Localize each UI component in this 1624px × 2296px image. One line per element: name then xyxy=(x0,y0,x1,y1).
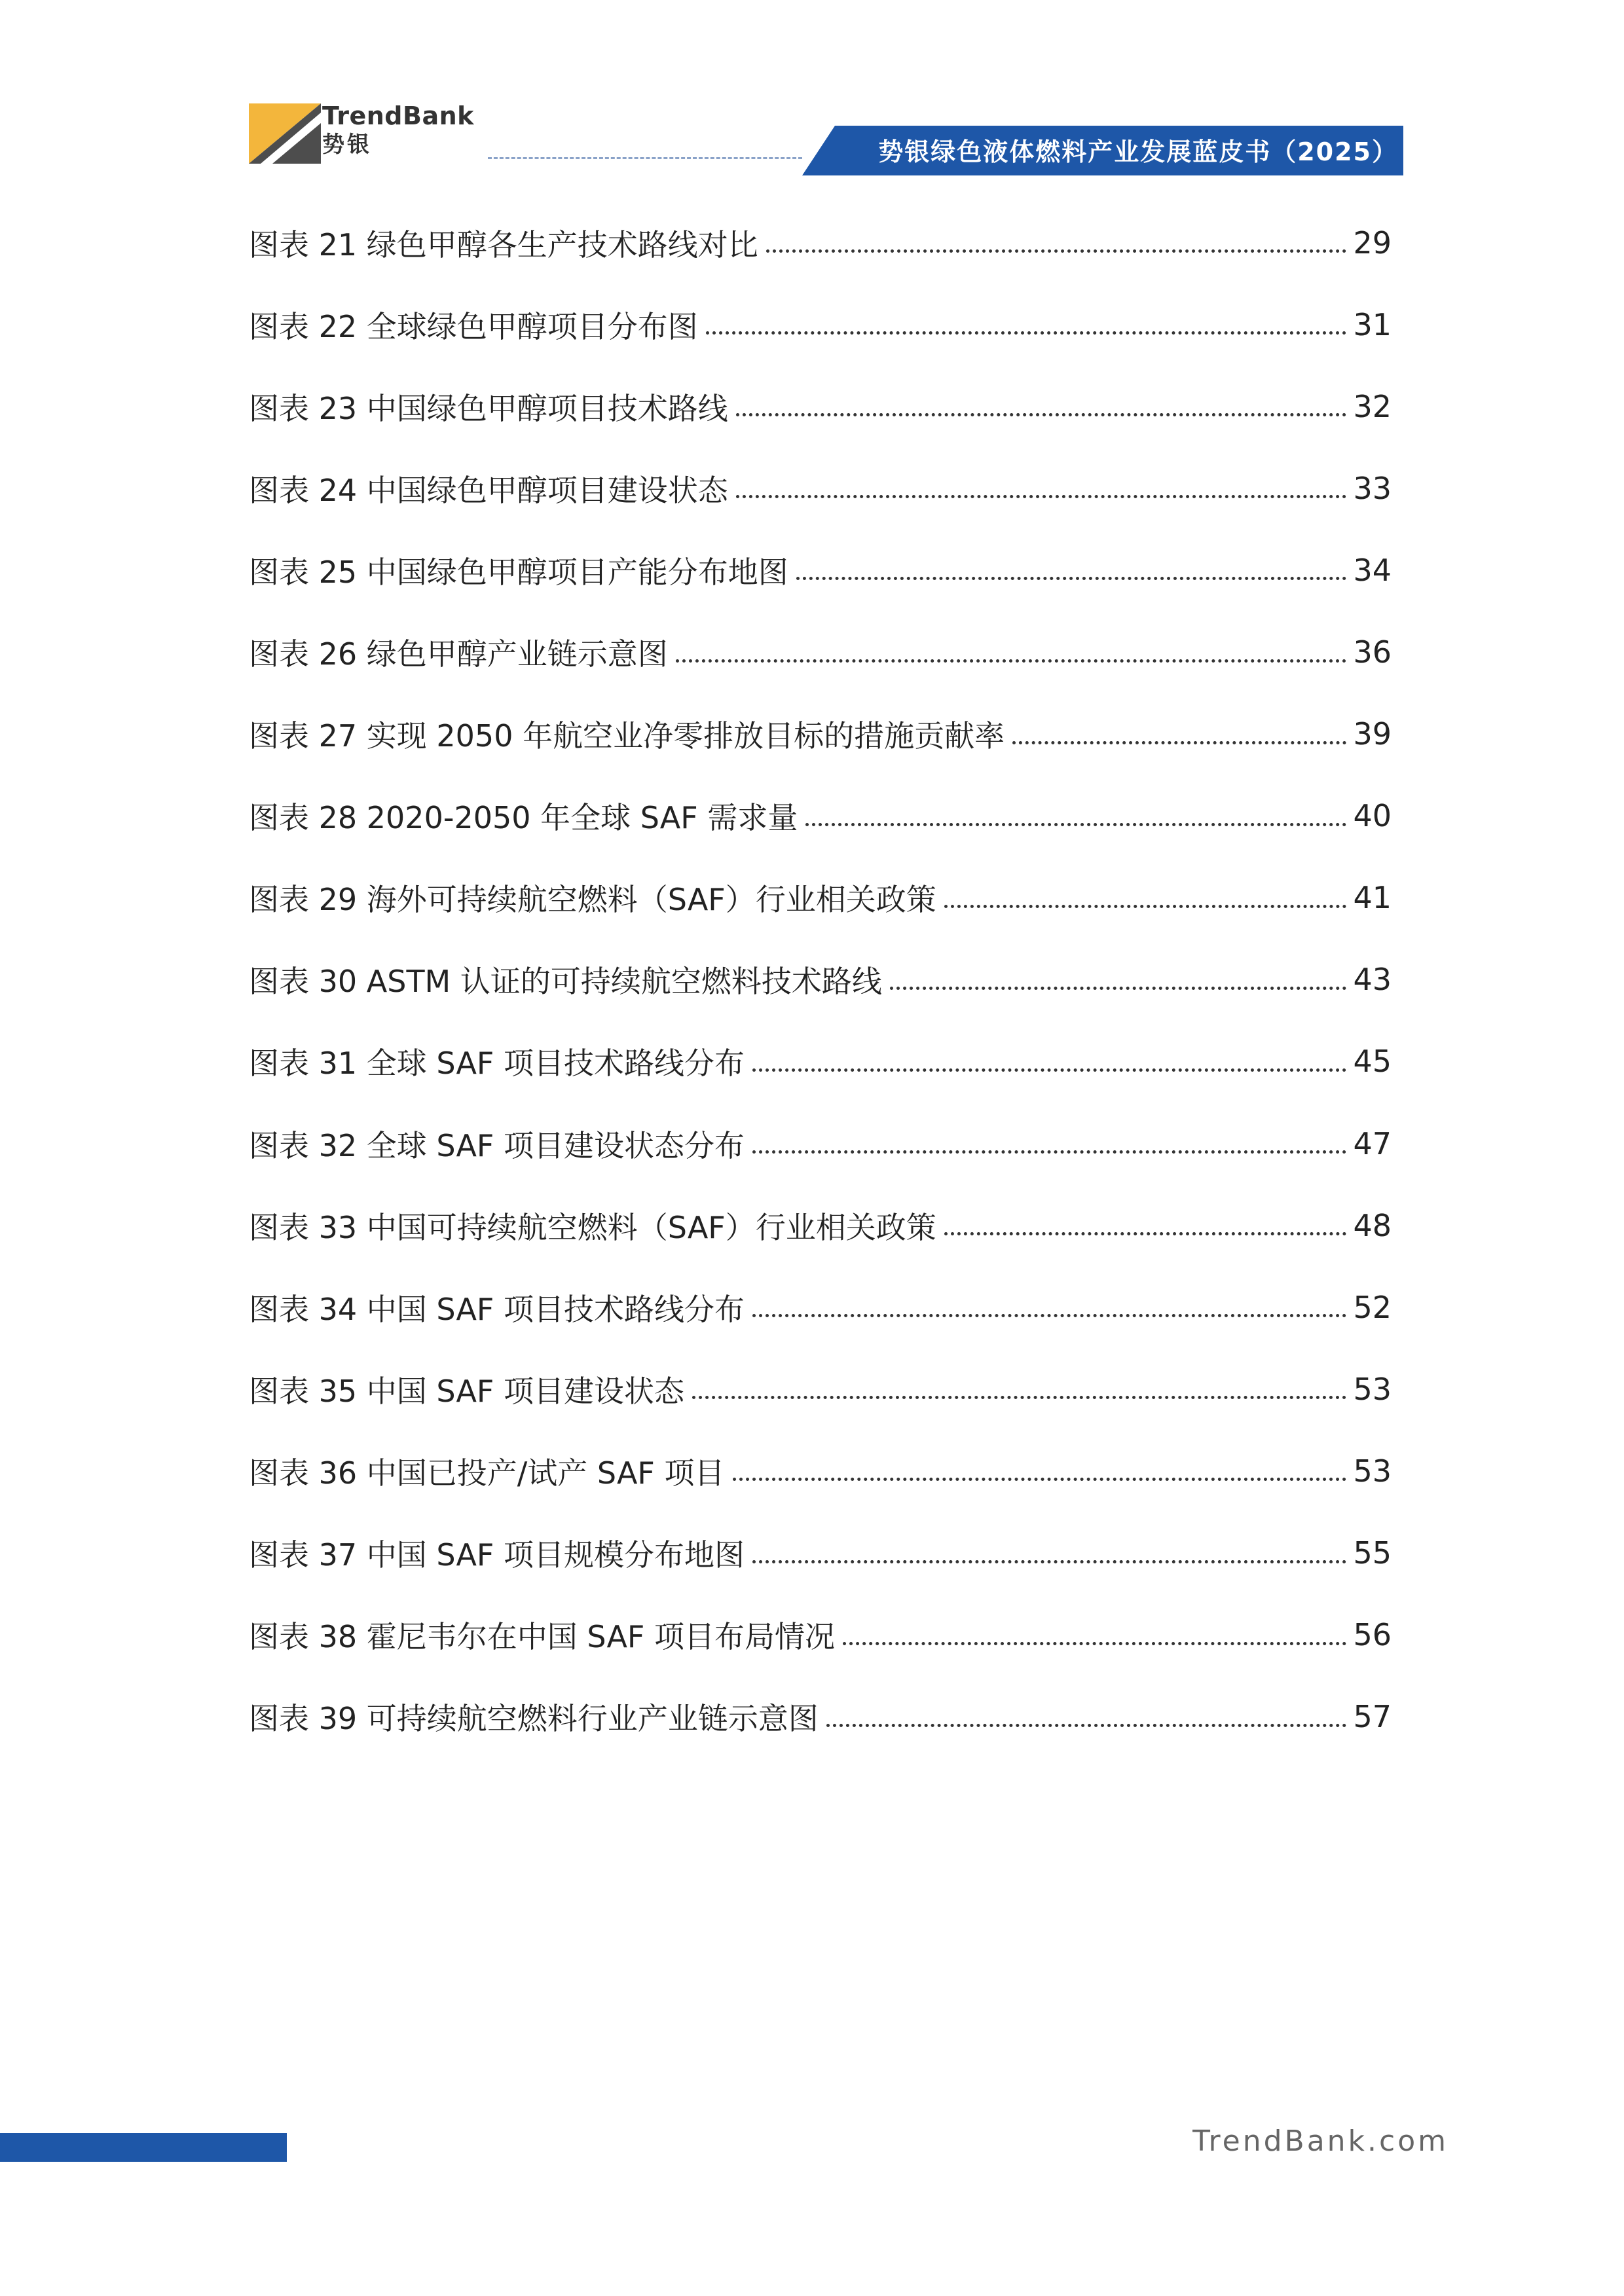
toc-entry[interactable] xyxy=(249,529,1392,611)
toc-dot-leader xyxy=(676,659,1347,663)
toc-entry-title: 图表 34 中国 SAF 项目技术路线分布 xyxy=(249,1291,745,1327)
toc-entry[interactable] xyxy=(249,611,1392,693)
toc-entry-page: 39 xyxy=(1353,716,1392,752)
toc-entry-title: 图表 38 霍尼韦尔在中国 SAF 项目布局情况 xyxy=(249,1619,836,1655)
toc-entry[interactable] xyxy=(249,1676,1392,1758)
toc-entry[interactable] xyxy=(249,447,1392,529)
toc-entry-title: 图表 33 中国可持续航空燃料（SAF）行业相关政策 xyxy=(249,1209,936,1245)
toc-entry-page: 53 xyxy=(1353,1453,1392,1489)
footer-bar xyxy=(0,2133,287,2162)
toc-entry[interactable] xyxy=(249,365,1392,447)
toc-entry-title: 图表 26 绿色甲醇产业链示意图 xyxy=(249,636,668,672)
toc-dot-leader xyxy=(826,1724,1347,1727)
toc-entry-title: 图表 22 全球绿色甲醇项目分布图 xyxy=(249,308,698,344)
toc-dot-leader xyxy=(944,905,1347,908)
toc-entry-page: 36 xyxy=(1353,634,1392,670)
toc-dot-leader xyxy=(796,577,1347,580)
toc-entry-page: 43 xyxy=(1353,962,1392,998)
brand-wordmark xyxy=(322,103,474,156)
toc-entry-title: 图表 31 全球 SAF 项目技术路线分布 xyxy=(249,1046,745,1082)
toc-dot-leader xyxy=(843,1642,1346,1645)
toc-entry-title: 图表 29 海外可持续航空燃料（SAF）行业相关政策 xyxy=(249,882,936,918)
toc-dot-leader xyxy=(752,1314,1346,1317)
toc-dot-leader xyxy=(944,1232,1347,1235)
toc-entry-title: 图表 39 可持续航空燃料行业产业链示意图 xyxy=(249,1701,819,1737)
toc-entry-title: 图表 27 实现 2050 年航空业净零排放目标的措施贡献率 xyxy=(249,718,1005,754)
toc-entry[interactable] xyxy=(249,1512,1392,1594)
toc-entry-title: 图表 35 中国 SAF 项目建设状态 xyxy=(249,1373,685,1409)
report-title: 势银绿色液体燃料产业发展蓝皮书（2025） xyxy=(878,137,1398,166)
toc-dot-leader xyxy=(890,987,1347,990)
toc-dot-leader xyxy=(752,1560,1346,1563)
toc-dot-leader xyxy=(805,823,1346,826)
toc-entry-page: 31 xyxy=(1353,306,1392,342)
toc-entry-page: 29 xyxy=(1353,225,1392,261)
toc-dot-leader xyxy=(736,413,1347,416)
trendbank-logo-icon xyxy=(249,103,321,164)
toc-entry-page: 41 xyxy=(1353,880,1392,916)
header-divider xyxy=(488,157,802,159)
toc-dot-leader xyxy=(733,1478,1347,1481)
toc-entry-page: 47 xyxy=(1353,1125,1392,1161)
toc-entry[interactable] xyxy=(249,857,1392,939)
toc-entry-page: 57 xyxy=(1353,1699,1392,1735)
toc-entry-title: 图表 36 中国已投产/试产 SAF 项目 xyxy=(249,1455,725,1491)
toc-entry-page: 52 xyxy=(1353,1289,1392,1325)
toc-entry-title: 图表 37 中国 SAF 项目规模分布地图 xyxy=(249,1537,745,1573)
toc-dot-leader xyxy=(752,1150,1346,1154)
toc-entry[interactable] xyxy=(249,1266,1392,1348)
toc-entry[interactable] xyxy=(249,1021,1392,1102)
figure-list xyxy=(249,202,1392,1758)
toc-dot-leader xyxy=(736,495,1347,498)
toc-entry-title: 图表 21 绿色甲醇各生产技术路线对比 xyxy=(249,227,758,263)
toc-entry-title: 图表 30 ASTM 认证的可持续航空燃料技术路线 xyxy=(249,964,882,1000)
toc-entry-page: 34 xyxy=(1353,552,1392,588)
toc-entry[interactable] xyxy=(249,1430,1392,1512)
toc-entry-title: 图表 28 2020-2050 年全球 SAF 需求量 xyxy=(249,800,798,836)
footer-website: TrendBank.com xyxy=(1192,2124,1449,2158)
toc-entry-page: 48 xyxy=(1353,1207,1392,1243)
toc-dot-leader xyxy=(692,1396,1346,1399)
toc-dot-leader xyxy=(706,331,1347,335)
toc-entry-page: 40 xyxy=(1353,798,1392,834)
toc-entry[interactable] xyxy=(249,1348,1392,1430)
toc-entry[interactable] xyxy=(249,1594,1392,1676)
toc-entry-page: 33 xyxy=(1353,470,1392,506)
toc-entry[interactable] xyxy=(249,283,1392,365)
toc-entry[interactable] xyxy=(249,939,1392,1021)
brand-name-cn: 势银 xyxy=(322,132,372,158)
toc-entry[interactable] xyxy=(249,1184,1392,1266)
toc-entry-page: 56 xyxy=(1353,1617,1392,1653)
toc-entry-title: 图表 25 中国绿色甲醇项目产能分布地图 xyxy=(249,554,788,590)
toc-entry-page: 55 xyxy=(1353,1535,1392,1571)
brand-name-en: TrendBank xyxy=(322,101,474,130)
toc-entry[interactable] xyxy=(249,693,1392,775)
toc-entry-page: 32 xyxy=(1353,388,1392,424)
toc-entry-title: 图表 24 中国绿色甲醇项目建设状态 xyxy=(249,472,728,508)
toc-entry-page: 53 xyxy=(1353,1371,1392,1407)
toc-entry-title: 图表 32 全球 SAF 项目建设状态分布 xyxy=(249,1127,745,1163)
toc-dot-leader xyxy=(766,249,1347,253)
toc-entry[interactable] xyxy=(249,775,1392,857)
toc-entry-page: 45 xyxy=(1353,1044,1392,1080)
toc-dot-leader xyxy=(752,1068,1346,1072)
toc-dot-leader xyxy=(1012,741,1346,744)
toc-entry[interactable] xyxy=(249,1102,1392,1184)
toc-entry[interactable] xyxy=(249,202,1392,283)
toc-entry-title: 图表 23 中国绿色甲醇项目技术路线 xyxy=(249,390,728,426)
